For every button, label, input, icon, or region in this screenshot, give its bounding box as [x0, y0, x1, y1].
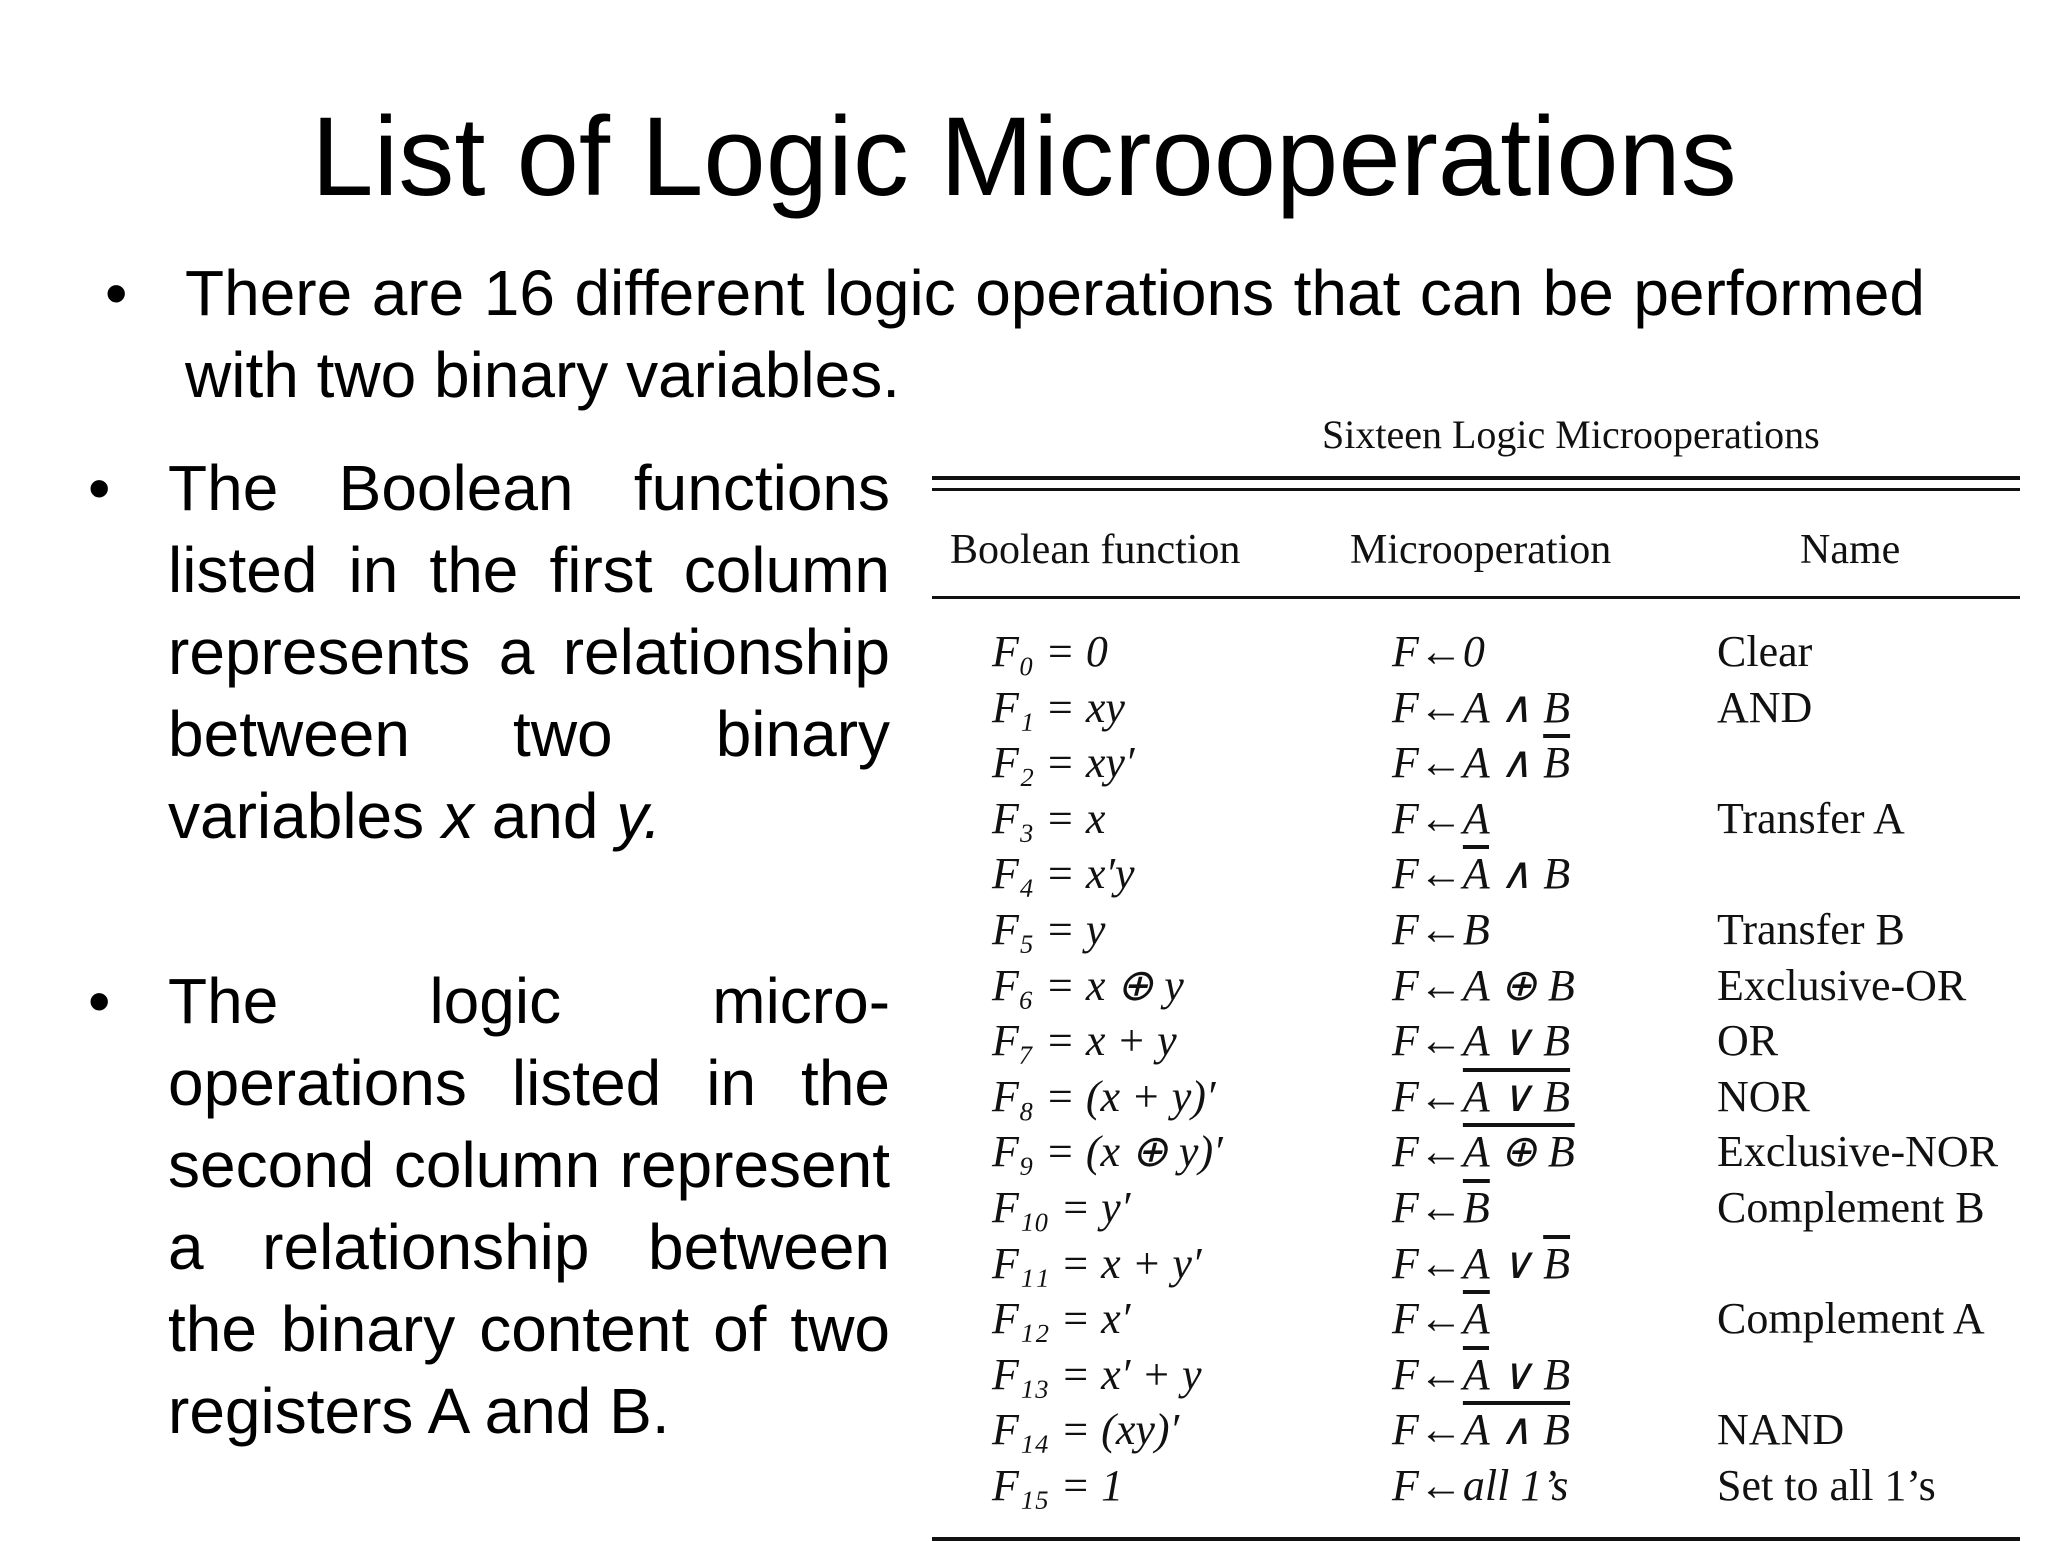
table-row	[932, 846, 2020, 901]
slide-title: List of Logic Microoperations	[311, 94, 1737, 219]
complement-overbar: $\overline{B}$	[1543, 1239, 1571, 1288]
table-row	[932, 1013, 2020, 1068]
variable-y: y.	[616, 780, 662, 852]
microoperation-cell	[1392, 1069, 1570, 1124]
complement-overbar: $\overline{B}$	[1543, 738, 1571, 787]
operation-name-cell: Transfer A	[1717, 794, 1905, 843]
microoperation-cell: F←A ⊕ B	[1392, 961, 1575, 1010]
complement-overbar: $\overline{A}$	[1462, 1294, 1490, 1343]
microoperation-cell: F←B	[1392, 905, 1490, 954]
microoperation-part: F←	[1392, 1350, 1463, 1399]
microoperation-part: F←	[1392, 1183, 1463, 1232]
bullet-point-3	[88, 960, 890, 1452]
operation-name-cell: Clear	[1717, 627, 1813, 676]
boolean-function-cell: F₈ = (x + y)′	[992, 1072, 1216, 1121]
complement-overbar: $\overline{A}$	[1462, 1350, 1489, 1399]
complement-overbar: A ∧ B	[1462, 1405, 1571, 1454]
bullet-icon: •	[105, 257, 128, 329]
microoperation-cell	[1392, 1291, 1490, 1346]
boolean-function-cell: F₇ = x + y	[992, 1016, 1177, 1065]
microoperation-cell	[1392, 735, 1570, 790]
variable-x: x	[441, 780, 474, 852]
table-row	[932, 958, 2020, 1013]
table-row	[932, 1124, 2020, 1179]
boolean-function-cell: F₁ = xy	[992, 683, 1125, 732]
table-top-rule-2	[932, 488, 2020, 491]
bullet-point-2	[88, 447, 890, 857]
microoperation-part: F←	[1392, 1127, 1463, 1176]
boolean-function-cell: F₃ = x	[992, 794, 1106, 843]
microoperation-cell	[1392, 1180, 1490, 1235]
microoperation-cell	[1392, 846, 1570, 901]
header-microoperation: Microoperation	[1350, 527, 1612, 573]
microoperation-part: F←A ∨	[1392, 1239, 1544, 1288]
header-name: Name	[1800, 527, 1901, 573]
bullet-point-1	[105, 252, 1925, 416]
boolean-function-cell: F₀ = 0	[992, 627, 1108, 676]
microoperation-part: F←	[1392, 849, 1463, 898]
table-bottom-rule	[932, 1537, 2020, 1541]
bullet-text: The logic micro-operations listed in the second column represent a relationship between the binary content of two registers A and B.	[168, 965, 890, 1447]
complement-overbar: $\overline{B}$	[1462, 1183, 1490, 1232]
boolean-function-cell: F₁₁ = x + y′	[992, 1239, 1202, 1288]
operation-name-cell: AND	[1717, 683, 1813, 732]
microoperation-cell: F←A ∨ B	[1392, 1016, 1571, 1065]
boolean-function-cell: F₁₀ = y′	[992, 1183, 1131, 1232]
bullet-text: There are 16 different logic operations that can be performed with two binary variables.	[185, 257, 1925, 411]
table-row	[932, 1236, 2020, 1291]
bullet-text-and: and	[473, 780, 617, 852]
table-row	[932, 791, 2020, 846]
table-row	[932, 1180, 2020, 1235]
microoperation-cell: F←A ∧ B	[1392, 683, 1571, 732]
operation-name-cell: Complement B	[1717, 1183, 1985, 1232]
bullet-text: The Boolean functions listed in the first column represents a relationship between two binary variables	[168, 452, 890, 852]
boolean-function-cell: F₁₅ = 1	[992, 1461, 1124, 1510]
table-row	[932, 1291, 2020, 1346]
boolean-function-cell: F₁₃ = x′ + y	[992, 1350, 1202, 1399]
table-row	[932, 1458, 2020, 1513]
microoperation-part: F←A ∧	[1392, 738, 1544, 787]
header-boolean-function: Boolean function	[950, 527, 1241, 573]
operation-name-cell: OR	[1717, 1016, 1779, 1065]
table-header-rule	[932, 596, 2020, 599]
boolean-function-cell: F₅ = y	[992, 905, 1106, 954]
table-row	[932, 680, 2020, 735]
microoperation-cell: F←A	[1392, 794, 1490, 843]
microoperation-part: F←	[1392, 1294, 1463, 1343]
boolean-function-cell: F₄ = x′y	[992, 849, 1135, 898]
table-row	[932, 1069, 2020, 1124]
microoperation-cell	[1392, 1402, 1570, 1457]
table-row	[932, 1347, 2020, 1402]
operation-name-cell: Exclusive-OR	[1717, 961, 1967, 1010]
complement-overbar: A ∨ B	[1462, 1072, 1571, 1121]
microoperation-cell: F←all 1’s	[1392, 1461, 1569, 1510]
bullet-icon: •	[88, 965, 111, 1037]
microoperation-cell	[1392, 1347, 1570, 1402]
bullet-icon: •	[88, 452, 111, 524]
operation-name-cell: Complement A	[1717, 1294, 1985, 1343]
operation-name-cell: Set to all 1’s	[1717, 1461, 1936, 1510]
operation-name-cell: NAND	[1717, 1405, 1845, 1454]
operation-name-cell: Exclusive-NOR	[1717, 1127, 1999, 1176]
microoperation-cell	[1392, 1236, 1570, 1291]
microoperation-part: F←	[1392, 1072, 1463, 1121]
table-row	[932, 735, 2020, 790]
complement-overbar: $\overline{A}$	[1462, 849, 1489, 898]
complement-overbar: A ⊕ B	[1462, 1127, 1575, 1176]
boolean-function-cell: F₉ = (x ⊕ y)′	[992, 1127, 1223, 1176]
table-top-rule	[932, 476, 2020, 480]
microoperation-part: ∨ B	[1488, 1350, 1571, 1399]
table-row	[932, 624, 2020, 679]
boolean-function-cell: F₂ = xy′	[992, 738, 1135, 787]
operation-name-cell: Transfer B	[1717, 905, 1905, 954]
microoperation-part: ∧ B	[1488, 849, 1571, 898]
table-caption: Sixteen Logic Microoperations	[1322, 412, 1820, 457]
microoperation-cell: F←0	[1392, 627, 1485, 676]
boolean-function-cell: F₁₄ = (xy)′	[992, 1405, 1180, 1454]
boolean-function-cell: F₆ = x ⊕ y	[992, 961, 1184, 1010]
microoperation-part: F←	[1392, 1405, 1463, 1454]
table-row	[932, 902, 2020, 957]
table-row	[932, 1402, 2020, 1457]
microoperation-cell	[1392, 1124, 1575, 1179]
boolean-function-cell: F₁₂ = x′	[992, 1294, 1131, 1343]
operation-name-cell: NOR	[1717, 1072, 1810, 1121]
